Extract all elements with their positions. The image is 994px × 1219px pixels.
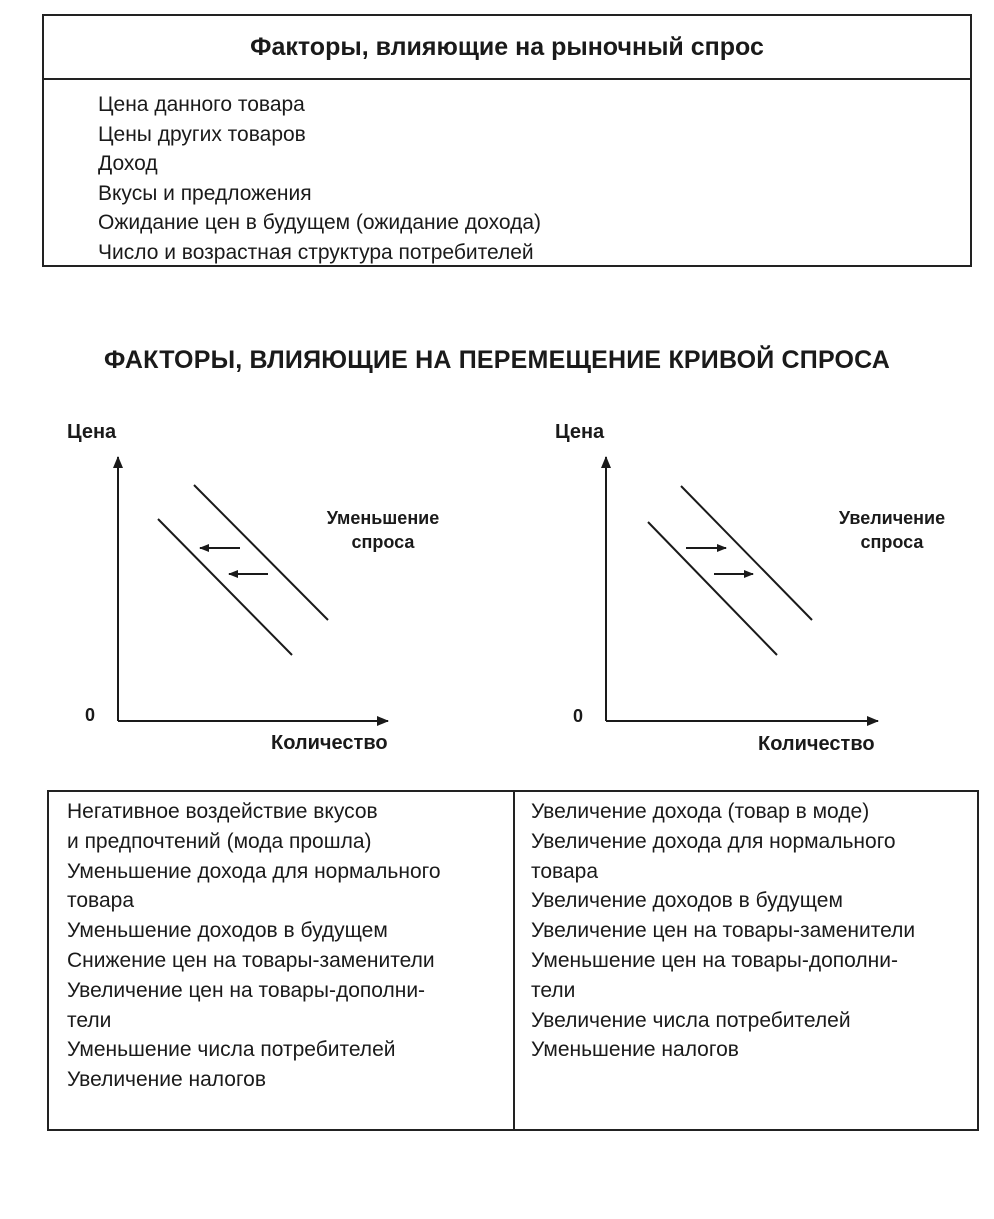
table-line: тели xyxy=(531,978,576,1002)
table-line: Уменьшение доходов в будущем xyxy=(67,919,388,943)
list-item: Число и возрастная структура потребителей xyxy=(98,240,534,264)
y-axis-label: Цена xyxy=(67,421,117,443)
demand-curve-shifted xyxy=(158,519,292,655)
shift-section-title: ФАКТОРЫ, ВЛИЯЮЩИЕ НА ПЕРЕМЕЩЕНИЕ КРИВОЙ СПРОСА xyxy=(103,346,891,374)
list-item: Доход xyxy=(98,152,158,175)
origin-label: 0 xyxy=(573,706,584,726)
demand-curve-original xyxy=(194,485,328,620)
list-item: Вкусы и предложения xyxy=(98,181,312,205)
decrease-factors-column xyxy=(49,792,515,1129)
shift-factors-table xyxy=(47,790,979,1131)
increase-factors-column xyxy=(515,792,977,1129)
table-line: Уменьшение налогов xyxy=(531,1038,739,1062)
chart-increase-demand xyxy=(555,421,945,755)
x-axis-label: Количество xyxy=(758,733,875,755)
table-line: и предпочтений (мода прошла) xyxy=(67,829,372,853)
table-line: тели xyxy=(67,1008,112,1032)
table-line: товара xyxy=(67,889,135,913)
table-line: Уменьшение цен на товары-дополни- xyxy=(531,948,898,972)
table-line: Увеличение числа потребителей xyxy=(531,1008,851,1032)
table-line: Увеличение цен на товары-дополни- xyxy=(67,978,426,1002)
annotation-line: Уменьшение xyxy=(326,508,440,528)
list-item: Цена данного товара xyxy=(98,93,305,116)
demand-shift-charts xyxy=(0,400,994,760)
demand-curve-shifted xyxy=(681,486,812,620)
origin-label: 0 xyxy=(85,705,96,725)
table-line: Уменьшение числа потребителей xyxy=(67,1038,396,1062)
table-line: Увеличение доходов в будущем xyxy=(531,889,843,913)
table-line: товара xyxy=(531,859,599,883)
demand-curve-original xyxy=(648,522,777,655)
table-line: Увеличение дохода для нормального xyxy=(531,829,896,853)
annotation-line: Увеличение xyxy=(838,508,946,528)
annotation-line: спроса xyxy=(860,532,924,552)
annotation-line: спроса xyxy=(351,532,415,552)
list-item: Цены других товаров xyxy=(98,122,306,146)
demand-factors-list xyxy=(44,80,970,267)
table-line: Увеличение цен на товары-заменители xyxy=(531,919,916,943)
y-axis-label: Цена xyxy=(555,421,605,443)
table-line: Негативное воздействие вкусов xyxy=(67,800,378,823)
table-line: Снижение цен на товары-заменители xyxy=(67,948,435,972)
list-item: Ожидание цен в будущем (ожидание дохода) xyxy=(98,211,541,234)
demand-factors-title: Факторы, влияющие на рыночный спрос xyxy=(44,16,970,80)
chart-decrease-demand xyxy=(67,421,439,754)
demand-factors-box xyxy=(42,14,972,267)
x-axis-label: Количество xyxy=(271,732,388,754)
table-line: Увеличение дохода (товар в моде) xyxy=(531,800,870,823)
table-line: Уменьшение дохода для нормального xyxy=(67,859,441,883)
table-line: Увеличение налогов xyxy=(67,1068,266,1092)
